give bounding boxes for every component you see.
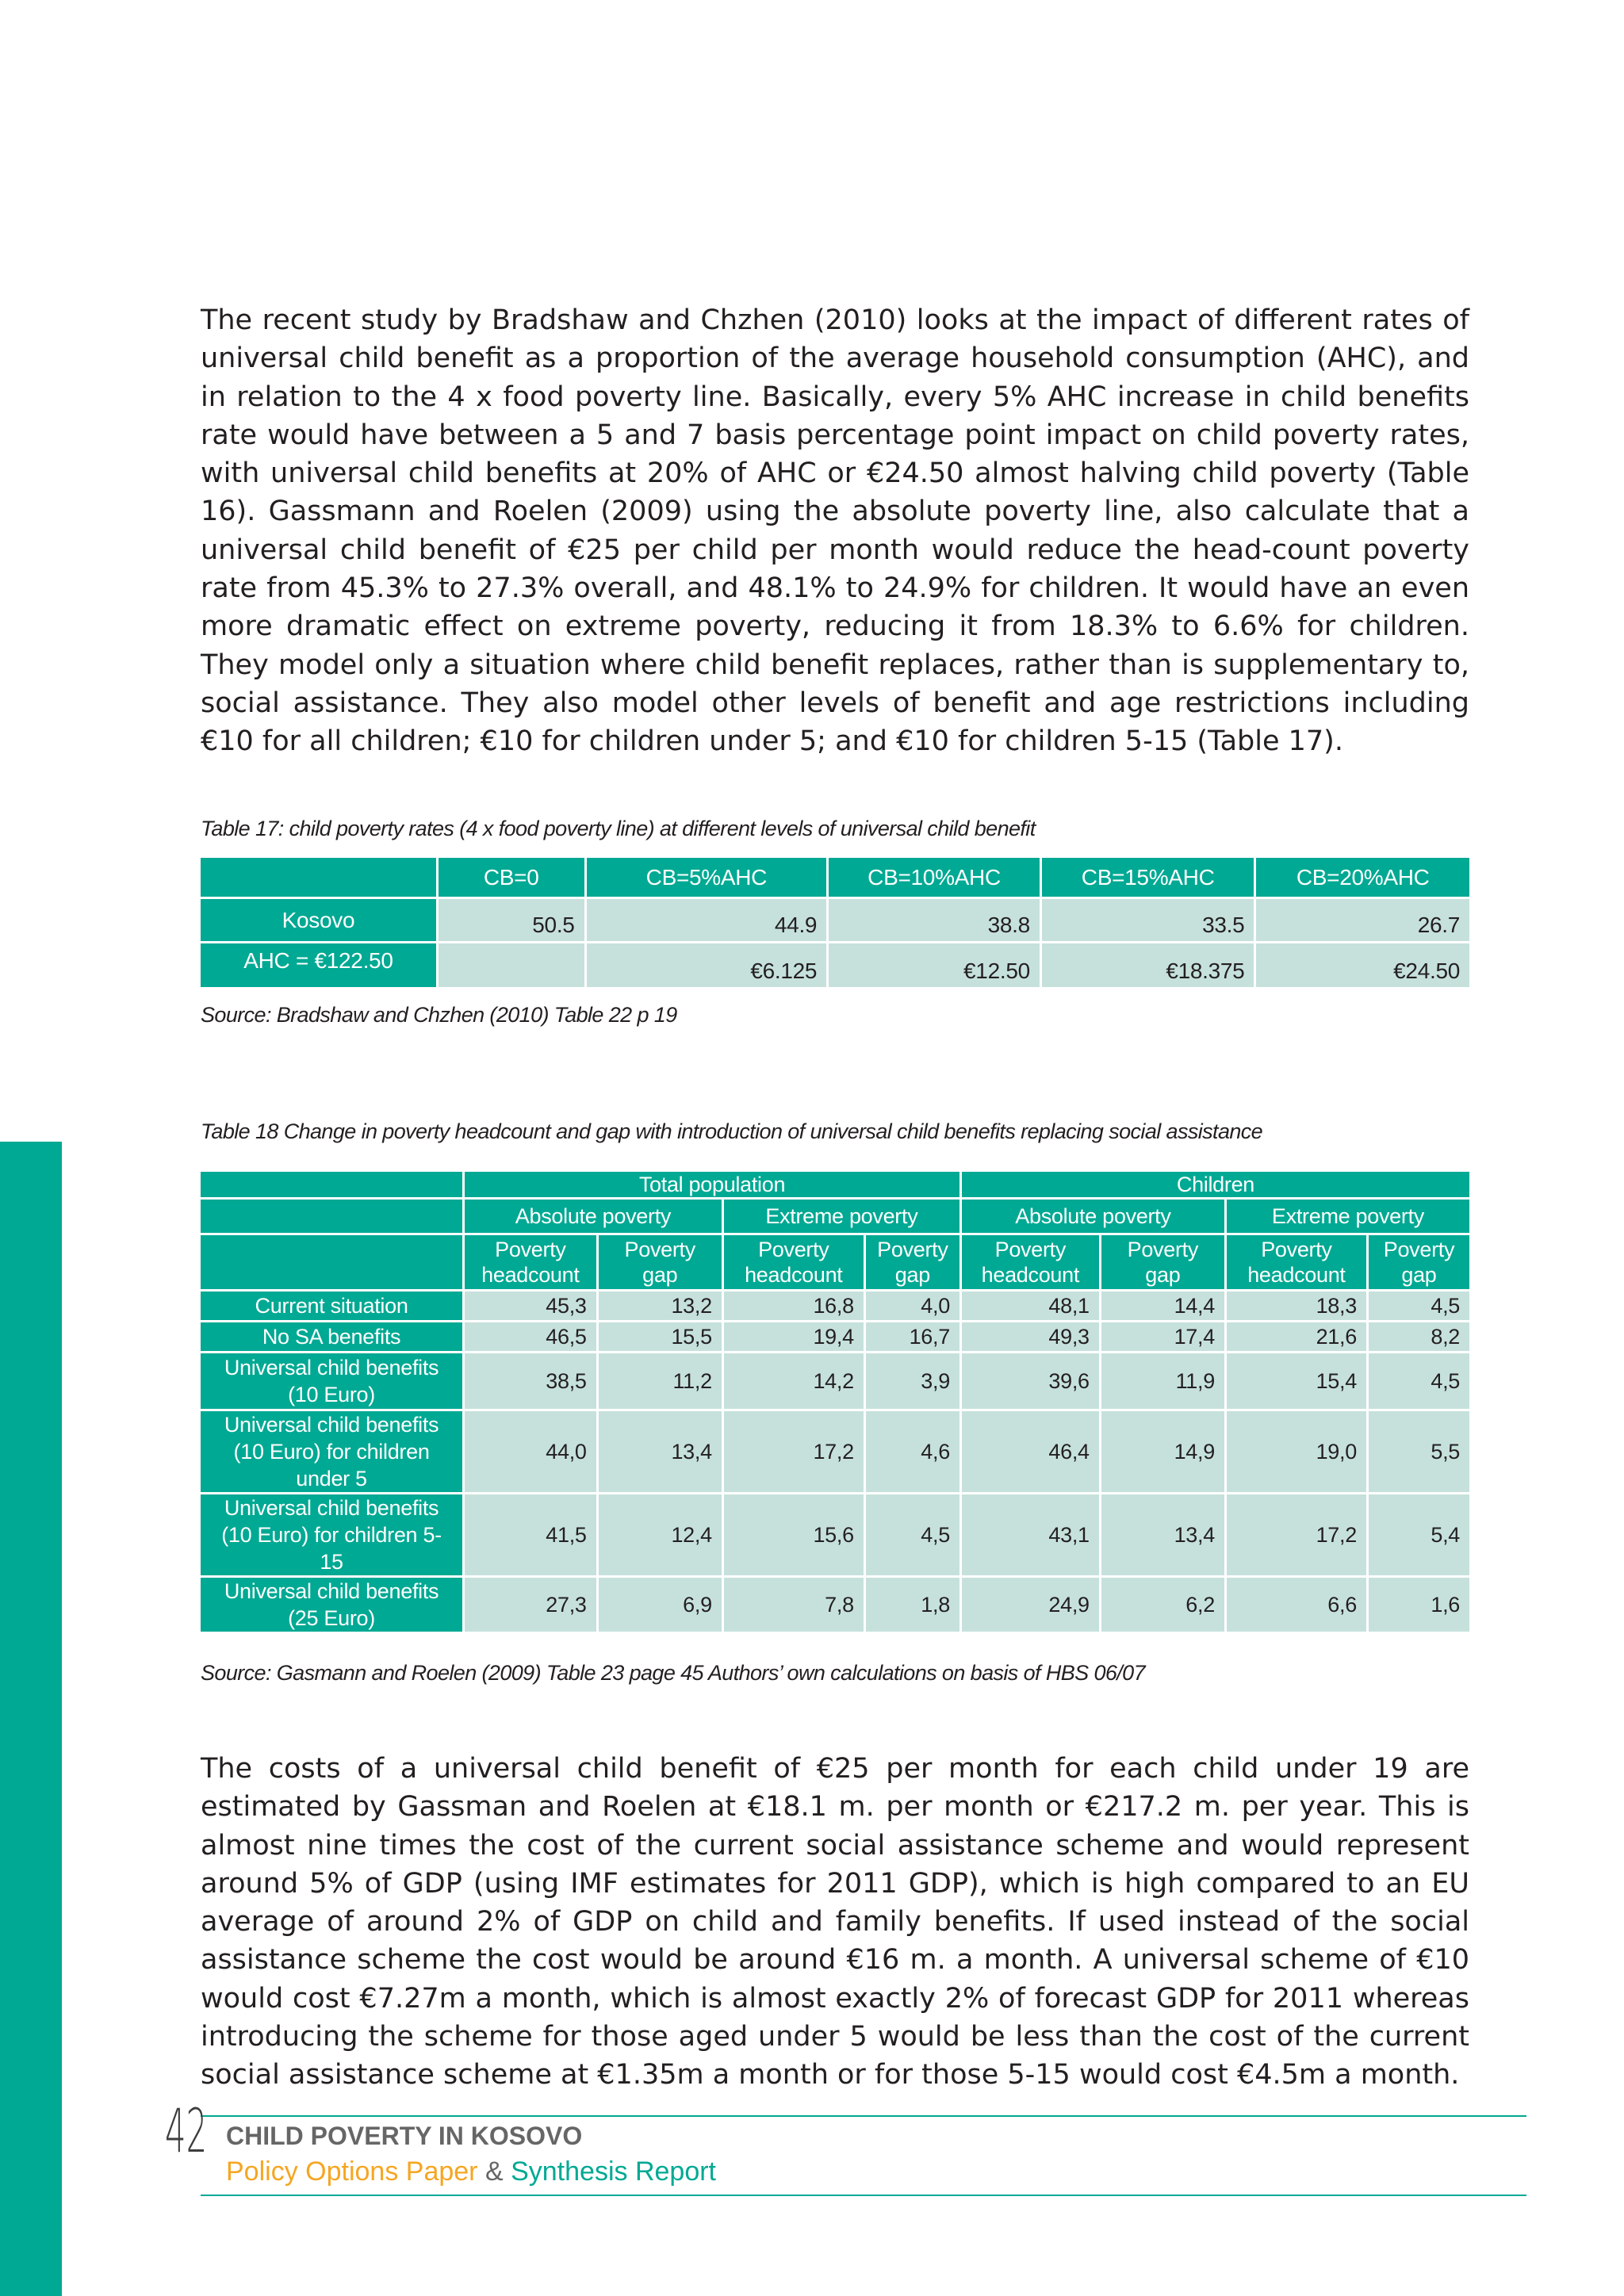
table18-row-label: Current situation [201, 1292, 462, 1320]
table18-cell: 1,6 [1369, 1578, 1469, 1632]
table17-cell: 50.5 [439, 899, 584, 941]
table17-cell: €18.375 [1042, 943, 1254, 987]
table18-col-header: Poverty headcount [1227, 1235, 1366, 1289]
table18-group-header: Children [962, 1172, 1469, 1197]
table18-cell: 16,7 [866, 1322, 959, 1351]
table18 [198, 1169, 1472, 1634]
table18-cell: 39,6 [962, 1353, 1099, 1409]
table17-col-header: CB=20%AHC [1256, 858, 1469, 897]
table18-cell: 11,2 [599, 1353, 722, 1409]
table18-col-header: Poverty headcount [962, 1235, 1099, 1289]
table17-col-header: CB=5%AHC [587, 858, 827, 897]
table17-cell: €24.50 [1256, 943, 1469, 987]
table18-cell: 15,4 [1227, 1353, 1366, 1409]
table18-cell: 12,4 [599, 1494, 722, 1575]
table18-cell: 16,8 [724, 1292, 864, 1320]
table18-cell: 6,2 [1101, 1578, 1224, 1632]
table18-cell: 5,4 [1369, 1494, 1469, 1575]
table17-corner [201, 858, 436, 897]
page-number: 42 [165, 2095, 208, 2166]
table18-row [201, 1411, 1469, 1492]
table18-sub-header: Extreme poverty [724, 1200, 959, 1233]
table17-cell: €6.125 [587, 943, 827, 987]
table17-col-header: CB=15%AHC [1042, 858, 1254, 897]
table17-col-header: CB=10%AHC [829, 858, 1040, 897]
table18-cell: 5,5 [1369, 1411, 1469, 1492]
table18-group-header: Total population [465, 1172, 959, 1197]
table18-corner [201, 1235, 462, 1289]
table18-cell: 4,5 [1369, 1292, 1469, 1320]
table18-row-label: Universal child benefits (10 Euro) for children under 5 [201, 1411, 462, 1492]
table17-col-header: CB=0 [439, 858, 584, 897]
table18-cell: 15,6 [724, 1494, 864, 1575]
table18-cell: 4,6 [866, 1411, 959, 1492]
table18-col-header-row [201, 1235, 1469, 1289]
table18-cell: 7,8 [724, 1578, 864, 1632]
table18-row [201, 1322, 1469, 1351]
table18-cell: 15,5 [599, 1322, 722, 1351]
table18-col-header: Poverty gap [866, 1235, 959, 1289]
body-paragraph-costs: The costs of a universal child benefit of €25 per month for each child under 19 are estimated by Gassman and Roelen at €18.1 m. per month or €217.2 m. per year. This is almost nine times the cost of the current social assistance scheme and would represent around 5% of GDP (using IMF estimates for 2011 GDP), which is high compared to an EU average of around 2% of GDP on child and family benefits. If used instead of the social assistance scheme the cost would be around €16 m. a month. A universal scheme of €10 would cost €7.27m a month, which is almost exactly 2% of forecast GDP for 2011 whereas introducing the scheme for those aged under 5 would be less than the cost of the current social assistance scheme at €1.35m a month or for those 5-15 would cost €4.5m a month. [201, 1753, 1469, 2091]
footer-rule-bottom [201, 2195, 1526, 2196]
footer-subtitle [226, 2156, 716, 2187]
table18-cell: 6,9 [599, 1578, 722, 1632]
table18-cell: 41,5 [465, 1494, 596, 1575]
table17-caption: Table 17: child poverty rates (4 x food poverty line) at different levels of universal child benefit [201, 817, 1036, 840]
table18-corner [201, 1172, 462, 1197]
table18-cell: 21,6 [1227, 1322, 1366, 1351]
table18-cell: 14,4 [1101, 1292, 1224, 1320]
table17-source: Source: Bradshaw and Chzhen (2010) Table 22 p 19 [201, 1003, 677, 1027]
table17-cell: 33.5 [1042, 899, 1254, 941]
table17-cell: €12.50 [829, 943, 1040, 987]
table18-col-header: Poverty gap [599, 1235, 722, 1289]
table18-cell: 8,2 [1369, 1322, 1469, 1351]
table18-row-label: Universal child benefits (10 Euro) [201, 1353, 462, 1409]
table18-sub-header-row [201, 1200, 1469, 1233]
footer-subtitle-part2: Synthesis Report [511, 2156, 716, 2187]
footer-subtitle-part1: Policy Options Paper [226, 2156, 478, 2187]
table18-cell: 17,2 [724, 1411, 864, 1492]
table17-row-label: Kosovo [201, 899, 436, 941]
table18-row [201, 1353, 1469, 1409]
table17-cell: 38.8 [829, 899, 1040, 941]
table17 [198, 855, 1472, 989]
table17-cell [439, 943, 584, 987]
body-paragraph-intro: The recent study by Bradshaw and Chzhen (2010) looks at the impact of different rates of universal child benefit as a proportion of the average household consumption (AHC), and in relation to the 4 x food poverty line. Basically, every 5% AHC increase in child benefits rate would have between a 5 and 7 basis percentage point impact on child poverty rates, with universal child benefits at 20% of AHC or €24.50 almost halving child poverty (Table 16). Gassmann and Roelen (2009) using the absolute poverty line, also calculate that a universal child benefit of €25 per child per month would reduce the head-count poverty rate from 45.3% to 27.3% overall, and 48.1% to 24.9% for children. It would have an even more dramatic effect on extreme poverty, reducing it from 18.3% to 6.6% for children. They model only a situation where child benefit replaces, rather than is supplementary to, social assistance. They also model other levels of benefit and age restrictions including €10 for all children; €10 for children under 5; and €10 for children 5-15 (Table 17). [201, 304, 1469, 758]
table18-cell: 14,2 [724, 1353, 864, 1409]
table18-cell: 19,4 [724, 1322, 864, 1351]
sidebar-band [0, 1142, 62, 2296]
table18-row-label: Universal child benefits (10 Euro) for children 5-15 [201, 1494, 462, 1575]
table17-cell: 26.7 [1256, 899, 1469, 941]
table18-col-header: Poverty gap [1101, 1235, 1224, 1289]
table18-corner [201, 1200, 462, 1233]
table17-row [201, 943, 1469, 987]
table17-cell: 44.9 [587, 899, 827, 941]
table18-row-label: Universal child benefits (25 Euro) [201, 1578, 462, 1632]
table18-row [201, 1494, 1469, 1575]
table18-cell: 6,6 [1227, 1578, 1366, 1632]
table18-cell: 3,9 [866, 1353, 959, 1409]
table18-cell: 4,5 [866, 1494, 959, 1575]
table18-cell: 43,1 [962, 1494, 1099, 1575]
table18-cell: 46,5 [465, 1322, 596, 1351]
table18-cell: 1,8 [866, 1578, 959, 1632]
table18-caption: Table 18 Change in poverty headcount and gap with introduction of universal child benefits replacing social assistance [201, 1119, 1263, 1143]
table18-cell: 27,3 [465, 1578, 596, 1632]
table18-cell: 11,9 [1101, 1353, 1224, 1409]
table18-cell: 13,2 [599, 1292, 722, 1320]
table18-cell: 17,4 [1101, 1322, 1224, 1351]
table18-cell: 24,9 [962, 1578, 1099, 1632]
table18-cell: 14,9 [1101, 1411, 1224, 1492]
table17-row-label: AHC = €122.50 [201, 943, 436, 987]
table18-sub-header: Extreme poverty [1227, 1200, 1469, 1233]
table18-cell: 45,3 [465, 1292, 596, 1320]
table18-col-header: Poverty gap [1369, 1235, 1469, 1289]
table18-cell: 19,0 [1227, 1411, 1366, 1492]
table18-sub-header: Absolute poverty [962, 1200, 1224, 1233]
table18-cell: 44,0 [465, 1411, 596, 1492]
table18-cell: 4,0 [866, 1292, 959, 1320]
table18-source: Source: Gasmann and Roelen (2009) Table 23 page 45 Authors’ own calculations on basis of HBS 06/07 [201, 1661, 1146, 1685]
table18-col-header: Poverty headcount [724, 1235, 864, 1289]
table18-cell: 46,4 [962, 1411, 1099, 1492]
table18-cell: 13,4 [1101, 1494, 1224, 1575]
table18-cell: 38,5 [465, 1353, 596, 1409]
table18-sub-header: Absolute poverty [465, 1200, 722, 1233]
table18-col-header: Poverty headcount [465, 1235, 596, 1289]
table17-header-row [201, 858, 1469, 897]
table18-cell: 17,2 [1227, 1494, 1366, 1575]
table17-row [201, 899, 1469, 941]
table18-cell: 4,5 [1369, 1353, 1469, 1409]
table18-row [201, 1578, 1469, 1632]
table18-row [201, 1292, 1469, 1320]
footer-title: CHILD POVERTY IN KOSOVO [226, 2122, 583, 2150]
table18-group-header-row [201, 1172, 1469, 1197]
table18-cell: 49,3 [962, 1322, 1099, 1351]
footer-rule-top [201, 2115, 1526, 2117]
footer-subtitle-amp: & [485, 2156, 504, 2187]
table18-cell: 18,3 [1227, 1292, 1366, 1320]
table18-cell: 13,4 [599, 1411, 722, 1492]
table18-cell: 48,1 [962, 1292, 1099, 1320]
table18-row-label: No SA benefits [201, 1322, 462, 1351]
